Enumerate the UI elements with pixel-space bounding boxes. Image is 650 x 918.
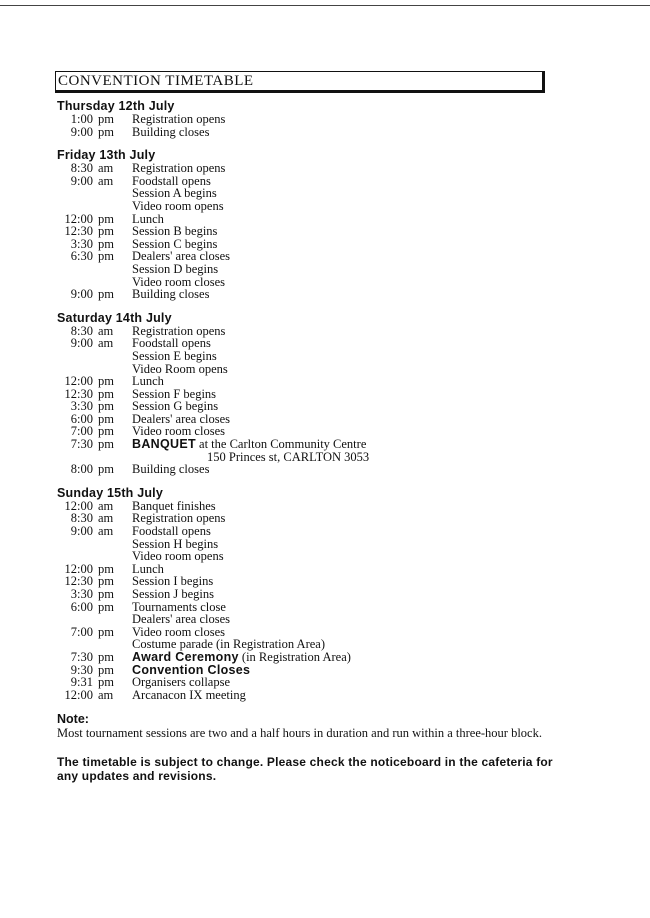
row-ampm: pm bbox=[98, 411, 114, 426]
row-time: 3:30 bbox=[70, 399, 93, 414]
row-event-text: Session G begins bbox=[132, 399, 219, 414]
row-ampm bbox=[98, 613, 132, 626]
row-time bbox=[57, 550, 93, 563]
row-event-highlight: BANQUET bbox=[132, 437, 196, 452]
row-ampm: pm bbox=[98, 124, 114, 139]
row-event-text: Registration opens bbox=[132, 323, 226, 338]
row-time: 12:00 bbox=[64, 211, 93, 226]
row-ampm: pm bbox=[98, 437, 114, 452]
row-time: 8:30 bbox=[70, 323, 93, 338]
row-ampm: pm bbox=[98, 561, 114, 576]
day-heading: Saturday 14th July bbox=[57, 310, 172, 325]
row-ampm bbox=[98, 187, 132, 200]
row-time bbox=[57, 200, 93, 213]
row-event-text: Dealers' area closes bbox=[132, 411, 231, 426]
row-time: 9:31 bbox=[70, 675, 93, 690]
day-heading: Thursday 12th July bbox=[57, 99, 175, 113]
row-ampm: pm bbox=[98, 236, 114, 251]
row-time: 1:00 bbox=[70, 112, 93, 126]
row-time: 9:00 bbox=[70, 124, 93, 139]
row-time bbox=[57, 187, 93, 200]
row-ampm: pm bbox=[98, 574, 114, 589]
row-time: 7:30 bbox=[70, 437, 93, 452]
row-event-text: Registration opens bbox=[132, 161, 226, 176]
row-event bbox=[132, 463, 209, 476]
row-ampm bbox=[98, 350, 132, 363]
row-event-text: Video room opens bbox=[132, 549, 224, 564]
row-event-text: Building closes bbox=[132, 287, 210, 302]
row-time: 12:30 bbox=[64, 386, 93, 401]
row-event-text: Session J begins bbox=[132, 587, 214, 601]
row-time: 7:30 bbox=[70, 649, 93, 664]
row-event-text: Registration opens bbox=[132, 511, 226, 526]
row-ampm: pm bbox=[98, 224, 114, 239]
row-ampm: pm bbox=[98, 374, 114, 389]
row-ampm: pm bbox=[98, 599, 114, 614]
row-event-text: Registration opens bbox=[132, 112, 226, 126]
row-time: 12:30 bbox=[64, 224, 93, 239]
row-event-text: (in Registration Area) bbox=[238, 649, 351, 664]
row-ampm bbox=[98, 550, 132, 563]
row-event-text: Tournaments close bbox=[132, 599, 226, 614]
day-heading: Friday 13th July bbox=[57, 148, 156, 163]
row-event-text: Session C begins bbox=[132, 236, 218, 251]
row-ampm: am bbox=[98, 161, 114, 176]
row-event-text: Foodstall opens bbox=[132, 173, 211, 188]
row-event-highlight: Convention Closes bbox=[132, 662, 251, 677]
schedule-row bbox=[57, 288, 617, 301]
row-time: 6:00 bbox=[70, 411, 93, 426]
row-event-text: 150 Princes st, CARLTON 3053 bbox=[207, 449, 370, 464]
row-event-text: Foodstall opens bbox=[132, 524, 211, 539]
row-event-text: Costume parade (in Registration Area) bbox=[132, 637, 325, 652]
row-event-text: Organisers collapse bbox=[132, 675, 231, 690]
row-ampm: pm bbox=[98, 587, 114, 601]
row-time: 12:00 bbox=[64, 498, 93, 513]
row-event-text: Dealers' area closes bbox=[132, 612, 231, 627]
schedule-row bbox=[57, 463, 617, 476]
schedule-row bbox=[57, 689, 617, 702]
row-ampm: am bbox=[98, 323, 114, 338]
row-ampm bbox=[98, 538, 132, 551]
row-time bbox=[57, 263, 93, 276]
row-time: 12:00 bbox=[64, 561, 93, 576]
row-time: 12:00 bbox=[64, 374, 93, 389]
row-ampm: pm bbox=[98, 386, 114, 401]
row-time: 3:30 bbox=[70, 236, 93, 251]
note-heading: Note: bbox=[57, 712, 89, 727]
note-text: Most tournament sessions are two and a half hours in duration and run within a three-hour block. bbox=[57, 726, 542, 741]
row-time: 8:30 bbox=[70, 511, 93, 526]
row-ampm: pm bbox=[98, 462, 114, 477]
row-event-text: Session F begins bbox=[132, 386, 217, 401]
row-event-text: Lunch bbox=[132, 561, 164, 576]
row-time bbox=[57, 613, 93, 626]
row-event-text: Session B begins bbox=[132, 224, 218, 239]
row-time: 12:30 bbox=[64, 574, 93, 589]
row-ampm: am bbox=[98, 511, 114, 526]
row-ampm: am bbox=[98, 524, 114, 539]
row-ampm: pm bbox=[98, 399, 114, 414]
row-event-text: Banquet finishes bbox=[132, 498, 216, 513]
row-ampm: am bbox=[98, 498, 114, 513]
row-time: 8:30 bbox=[70, 161, 93, 176]
row-event-text: Dealers' area closes bbox=[132, 249, 231, 264]
row-event-text: Arcanacon IX meeting bbox=[132, 687, 246, 702]
row-event-text: Session H begins bbox=[132, 536, 219, 551]
row-time: 9:00 bbox=[70, 287, 93, 302]
row-ampm: pm bbox=[98, 675, 114, 690]
row-time: 3:30 bbox=[70, 587, 93, 601]
page-title: CONVENTION TIMETABLE bbox=[55, 71, 545, 93]
row-event-text: Foodstall opens bbox=[132, 336, 211, 351]
row-time bbox=[57, 538, 93, 551]
row-ampm: am bbox=[98, 173, 114, 188]
row-ampm: pm bbox=[98, 211, 114, 226]
row-ampm: pm bbox=[98, 424, 114, 439]
row-time bbox=[57, 350, 93, 363]
row-ampm: am bbox=[98, 687, 114, 702]
day-heading: Sunday 15th July bbox=[57, 485, 164, 500]
row-ampm: am bbox=[98, 336, 114, 351]
row-time: 12:00 bbox=[64, 687, 93, 702]
row-ampm bbox=[98, 200, 132, 213]
row-time: 9:00 bbox=[70, 336, 93, 351]
row-event-text: Video room closes bbox=[132, 624, 225, 639]
row-time: 8:00 bbox=[70, 462, 93, 477]
row-time: 9:30 bbox=[70, 662, 93, 677]
row-event-text: at the Carlton Community Centre bbox=[195, 437, 367, 452]
final-notice: The timetable is subject to change. Please check the noticeboard in the cafeteria for any updates and revisions. bbox=[57, 755, 553, 784]
row-event-text: Building closes bbox=[132, 124, 210, 139]
row-event bbox=[132, 126, 209, 139]
row-ampm: pm bbox=[98, 624, 114, 639]
row-event bbox=[132, 288, 209, 301]
row-time: 9:00 bbox=[70, 524, 93, 539]
row-event-text: Lunch bbox=[132, 374, 164, 389]
timetable bbox=[57, 100, 617, 783]
row-ampm: pm bbox=[98, 287, 114, 302]
top-rule bbox=[0, 5, 650, 6]
row-event-text: Session E begins bbox=[132, 348, 217, 363]
row-time: 9:00 bbox=[70, 173, 93, 188]
row-event-text: Video Room opens bbox=[132, 361, 228, 376]
row-event-text: Session D begins bbox=[132, 261, 219, 276]
row-event-text: Session A begins bbox=[132, 186, 217, 201]
row-time: 6:30 bbox=[70, 249, 93, 264]
row-ampm bbox=[98, 263, 132, 276]
row-event-highlight: Award Ceremony bbox=[132, 649, 239, 664]
row-time: 7:00 bbox=[70, 624, 93, 639]
row-event-text: Video room closes bbox=[132, 424, 225, 439]
row-ampm: pm bbox=[98, 662, 114, 677]
row-event-text: Session I begins bbox=[132, 574, 214, 589]
row-event bbox=[132, 689, 246, 702]
row-ampm: pm bbox=[98, 249, 114, 264]
row-time: 6:00 bbox=[70, 599, 93, 614]
row-event-text: Lunch bbox=[132, 211, 164, 226]
row-ampm: pm bbox=[98, 112, 114, 126]
row-ampm: pm bbox=[98, 649, 114, 664]
schedule-row bbox=[57, 126, 617, 139]
row-time: 7:00 bbox=[70, 424, 93, 439]
row-event-text: Building closes bbox=[132, 462, 210, 477]
row-event-text: Video room opens bbox=[132, 198, 224, 213]
timetable-days bbox=[57, 100, 617, 701]
row-event-text: Video room closes bbox=[132, 274, 225, 289]
